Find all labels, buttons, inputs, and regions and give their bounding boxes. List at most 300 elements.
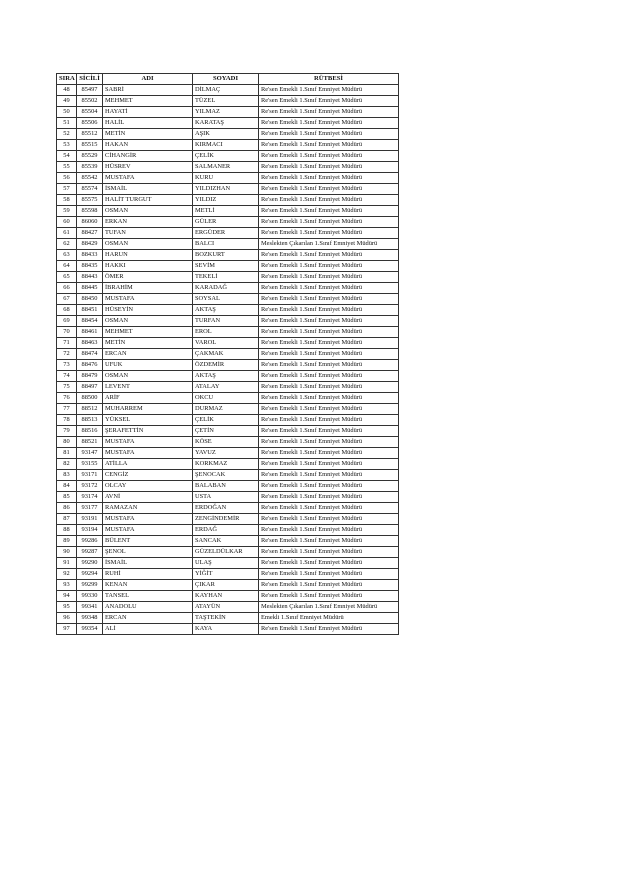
- cell-soyadi: ÇETİN: [193, 426, 259, 437]
- cell-sicil: 93171: [77, 470, 103, 481]
- cell-adi: HÜSEYİN: [103, 305, 193, 316]
- cell-soyadi: KAYA: [193, 624, 259, 635]
- cell-soyadi: SANCAK: [193, 536, 259, 547]
- cell-soyadi: KAYHAN: [193, 591, 259, 602]
- cell-sira: 93: [57, 580, 77, 591]
- table-row: [57, 459, 399, 470]
- cell-soyadi: BALCI: [193, 239, 259, 250]
- cell-rutbe: Re'sen Emekli 1.Sınıf Emniyet Müdürü: [259, 250, 399, 261]
- table-row: [57, 624, 399, 635]
- table-row: [57, 327, 399, 338]
- table-row: [57, 426, 399, 437]
- cell-adi: ATİLLA: [103, 459, 193, 470]
- cell-rutbe: Re'sen Emekli 1.Sınıf Emniyet Müdürü: [259, 426, 399, 437]
- table-row: [57, 272, 399, 283]
- cell-soyadi: SEVİM: [193, 261, 259, 272]
- cell-sira: 75: [57, 382, 77, 393]
- cell-adi: MUSTAFA: [103, 448, 193, 459]
- cell-sicil: 99286: [77, 536, 103, 547]
- cell-sira: 62: [57, 239, 77, 250]
- cell-adi: HÜSREV: [103, 162, 193, 173]
- cell-soyadi: GÜLER: [193, 217, 259, 228]
- cell-sira: 86: [57, 503, 77, 514]
- table-row: [57, 118, 399, 129]
- cell-sira: 97: [57, 624, 77, 635]
- table-row: [57, 349, 399, 360]
- cell-soyadi: TÜZEL: [193, 96, 259, 107]
- cell-rutbe: Re'sen Emekli 1.Sınıf Emniyet Müdürü: [259, 459, 399, 470]
- cell-rutbe: Re'sen Emekli 1.Sınıf Emniyet Müdürü: [259, 349, 399, 360]
- cell-adi: CENGİZ: [103, 470, 193, 481]
- table-row: [57, 96, 399, 107]
- cell-sicil: 93174: [77, 492, 103, 503]
- cell-rutbe: Re'sen Emekli 1.Sınıf Emniyet Müdürü: [259, 591, 399, 602]
- cell-sicil: 93155: [77, 459, 103, 470]
- cell-adi: UFUK: [103, 360, 193, 371]
- header-sira: SIRA: [57, 74, 77, 85]
- cell-rutbe: Re'sen Emekli 1.Sınıf Emniyet Müdürü: [259, 470, 399, 481]
- table-row: [57, 470, 399, 481]
- cell-rutbe: Re'sen Emekli 1.Sınıf Emniyet Müdürü: [259, 162, 399, 173]
- cell-sira: 90: [57, 547, 77, 558]
- cell-adi: METİN: [103, 129, 193, 140]
- cell-rutbe: Re'sen Emekli 1.Sınıf Emniyet Müdürü: [259, 437, 399, 448]
- cell-sira: 65: [57, 272, 77, 283]
- table-row: [57, 371, 399, 382]
- table-row: [57, 393, 399, 404]
- cell-soyadi: KARADAĞ: [193, 283, 259, 294]
- table-row: [57, 503, 399, 514]
- cell-sira: 56: [57, 173, 77, 184]
- cell-adi: TANSEL: [103, 591, 193, 602]
- cell-sicil: 88433: [77, 250, 103, 261]
- cell-soyadi: TAŞTEKİN: [193, 613, 259, 624]
- cell-sicil: 85598: [77, 206, 103, 217]
- cell-rutbe: Re'sen Emekli 1.Sınıf Emniyet Müdürü: [259, 107, 399, 118]
- cell-soyadi: ÖZDEMİR: [193, 360, 259, 371]
- cell-adi: ŞENOL: [103, 547, 193, 558]
- table-row: [57, 228, 399, 239]
- cell-sicil: 88474: [77, 349, 103, 360]
- cell-sira: 79: [57, 426, 77, 437]
- cell-sicil: 88443: [77, 272, 103, 283]
- cell-rutbe: Re'sen Emekli 1.Sınıf Emniyet Müdürü: [259, 151, 399, 162]
- cell-adi: ERCAN: [103, 613, 193, 624]
- cell-sira: 92: [57, 569, 77, 580]
- cell-adi: OSMAN: [103, 371, 193, 382]
- cell-rutbe: Re'sen Emekli 1.Sınıf Emniyet Müdürü: [259, 371, 399, 382]
- cell-sicil: 88513: [77, 415, 103, 426]
- table-header-row: [57, 74, 399, 85]
- cell-sicil: 93191: [77, 514, 103, 525]
- cell-sira: 64: [57, 261, 77, 272]
- table-row: [57, 195, 399, 206]
- cell-sicil: 85504: [77, 107, 103, 118]
- cell-soyadi: ERDAĞ: [193, 525, 259, 536]
- cell-adi: HALİT TURGUT: [103, 195, 193, 206]
- cell-sicil: 88429: [77, 239, 103, 250]
- cell-adi: BÜLENT: [103, 536, 193, 547]
- cell-rutbe: Re'sen Emekli 1.Sınıf Emniyet Müdürü: [259, 261, 399, 272]
- cell-soyadi: GÜZELDÜLKAR: [193, 547, 259, 558]
- cell-rutbe: Re'sen Emekli 1.Sınıf Emniyet Müdürü: [259, 624, 399, 635]
- table-row: [57, 602, 399, 613]
- cell-soyadi: YILDIZHAN: [193, 184, 259, 195]
- cell-sira: 57: [57, 184, 77, 195]
- cell-rutbe: Re'sen Emekli 1.Sınıf Emniyet Müdürü: [259, 305, 399, 316]
- cell-soyadi: SOYSAL: [193, 294, 259, 305]
- cell-adi: HALİL: [103, 118, 193, 129]
- table-row: [57, 239, 399, 250]
- cell-sira: 81: [57, 448, 77, 459]
- cell-adi: METİN: [103, 338, 193, 349]
- cell-soyadi: SALMANER: [193, 162, 259, 173]
- table-row: [57, 481, 399, 492]
- cell-adi: OSMAN: [103, 206, 193, 217]
- cell-sicil: 93177: [77, 503, 103, 514]
- cell-rutbe: Re'sen Emekli 1.Sınıf Emniyet Müdürü: [259, 569, 399, 580]
- cell-adi: LEVENT: [103, 382, 193, 393]
- cell-sicil: 93194: [77, 525, 103, 536]
- cell-sicil: 85575: [77, 195, 103, 206]
- table-row: [57, 184, 399, 195]
- cell-sicil: 99348: [77, 613, 103, 624]
- table-row: [57, 250, 399, 261]
- cell-sicil: 88516: [77, 426, 103, 437]
- table-row: [57, 492, 399, 503]
- cell-adi: OSMAN: [103, 316, 193, 327]
- cell-soyadi: KORKMAZ: [193, 459, 259, 470]
- cell-sicil: 85539: [77, 162, 103, 173]
- cell-sira: 96: [57, 613, 77, 624]
- cell-sira: 71: [57, 338, 77, 349]
- header-rutbesi: RÜTBESİ: [259, 74, 399, 85]
- cell-sira: 67: [57, 294, 77, 305]
- cell-rutbe: Re'sen Emekli 1.Sınıf Emniyet Müdürü: [259, 415, 399, 426]
- cell-sira: 74: [57, 371, 77, 382]
- cell-sira: 48: [57, 85, 77, 96]
- cell-sira: 89: [57, 536, 77, 547]
- cell-sicil: 88479: [77, 371, 103, 382]
- cell-soyadi: YİĞİT: [193, 569, 259, 580]
- cell-adi: AVNİ: [103, 492, 193, 503]
- cell-sicil: 93147: [77, 448, 103, 459]
- cell-soyadi: ÇIKAR: [193, 580, 259, 591]
- cell-adi: ŞERAFETTİN: [103, 426, 193, 437]
- cell-rutbe: Re'sen Emekli 1.Sınıf Emniyet Müdürü: [259, 525, 399, 536]
- cell-soyadi: YILDIZ: [193, 195, 259, 206]
- cell-adi: ALİ: [103, 624, 193, 635]
- cell-rutbe: Re'sen Emekli 1.Sınıf Emniyet Müdürü: [259, 195, 399, 206]
- cell-soyadi: ULAŞ: [193, 558, 259, 569]
- cell-rutbe: Re'sen Emekli 1.Sınıf Emniyet Müdürü: [259, 294, 399, 305]
- cell-adi: OLCAY: [103, 481, 193, 492]
- cell-soyadi: DİLMAÇ: [193, 85, 259, 96]
- cell-rutbe: Re'sen Emekli 1.Sınıf Emniyet Müdürü: [259, 536, 399, 547]
- cell-adi: MEHMET: [103, 327, 193, 338]
- cell-rutbe: Re'sen Emekli 1.Sınıf Emniyet Müdürü: [259, 283, 399, 294]
- personnel-table: [56, 73, 399, 635]
- table-row: [57, 415, 399, 426]
- cell-adi: ARİF: [103, 393, 193, 404]
- cell-rutbe: Re'sen Emekli 1.Sınıf Emniyet Müdürü: [259, 492, 399, 503]
- cell-sicil: 85574: [77, 184, 103, 195]
- table-row: [57, 558, 399, 569]
- cell-sira: 88: [57, 525, 77, 536]
- table-row: [57, 305, 399, 316]
- cell-sira: 91: [57, 558, 77, 569]
- cell-adi: CİHANGİR: [103, 151, 193, 162]
- cell-sira: 60: [57, 217, 77, 228]
- cell-rutbe: Re'sen Emekli 1.Sınıf Emniyet Müdürü: [259, 404, 399, 415]
- table-row: [57, 404, 399, 415]
- cell-soyadi: ŞENOCAK: [193, 470, 259, 481]
- table-row: [57, 217, 399, 228]
- table-row: [57, 613, 399, 624]
- table-row: [57, 151, 399, 162]
- cell-rutbe: Re'sen Emekli 1.Sınıf Emniyet Müdürü: [259, 316, 399, 327]
- table-row: [57, 173, 399, 184]
- cell-sira: 69: [57, 316, 77, 327]
- cell-soyadi: ÇAKMAK: [193, 349, 259, 360]
- table-row: [57, 129, 399, 140]
- cell-soyadi: AŞIK: [193, 129, 259, 140]
- cell-adi: MUHARREM: [103, 404, 193, 415]
- cell-adi: RAMAZAN: [103, 503, 193, 514]
- cell-sira: 95: [57, 602, 77, 613]
- cell-sicil: 88450: [77, 294, 103, 305]
- cell-rutbe: Meslekten Çıkarılan 1.Sınıf Emniyet Müdürü: [259, 239, 399, 250]
- header-adi: ADI: [103, 74, 193, 85]
- cell-sira: 82: [57, 459, 77, 470]
- cell-soyadi: KÖSE: [193, 437, 259, 448]
- cell-soyadi: ÇELİK: [193, 151, 259, 162]
- cell-adi: ANADOLU: [103, 602, 193, 613]
- cell-sira: 49: [57, 96, 77, 107]
- cell-adi: TUFAN: [103, 228, 193, 239]
- cell-soyadi: TURFAN: [193, 316, 259, 327]
- cell-sicil: 85542: [77, 173, 103, 184]
- cell-soyadi: OKCU: [193, 393, 259, 404]
- cell-soyadi: ATAYÜN: [193, 602, 259, 613]
- cell-adi: RUHİ: [103, 569, 193, 580]
- cell-sicil: 88451: [77, 305, 103, 316]
- cell-rutbe: Re'sen Emekli 1.Sınıf Emniyet Müdürü: [259, 558, 399, 569]
- cell-sira: 63: [57, 250, 77, 261]
- cell-adi: MUSTAFA: [103, 173, 193, 184]
- cell-sicil: 99299: [77, 580, 103, 591]
- cell-soyadi: TEKELİ: [193, 272, 259, 283]
- cell-sira: 53: [57, 140, 77, 151]
- table-row: [57, 294, 399, 305]
- cell-sicil: 85515: [77, 140, 103, 151]
- cell-soyadi: AKTAŞ: [193, 305, 259, 316]
- cell-sicil: 99294: [77, 569, 103, 580]
- cell-sicil: 88476: [77, 360, 103, 371]
- cell-sicil: 99290: [77, 558, 103, 569]
- cell-adi: İSMAİL: [103, 184, 193, 195]
- cell-rutbe: Re'sen Emekli 1.Sınıf Emniyet Müdürü: [259, 580, 399, 591]
- cell-rutbe: Re'sen Emekli 1.Sınıf Emniyet Müdürü: [259, 448, 399, 459]
- cell-adi: MUSTAFA: [103, 437, 193, 448]
- cell-soyadi: YAVUZ: [193, 448, 259, 459]
- cell-adi: İBRAHİM: [103, 283, 193, 294]
- cell-soyadi: DURMAZ: [193, 404, 259, 415]
- cell-soyadi: BOZKURT: [193, 250, 259, 261]
- cell-sicil: 88461: [77, 327, 103, 338]
- cell-rutbe: Re'sen Emekli 1.Sınıf Emniyet Müdürü: [259, 327, 399, 338]
- cell-sira: 66: [57, 283, 77, 294]
- cell-sicil: 99330: [77, 591, 103, 602]
- table-row: [57, 140, 399, 151]
- cell-sira: 51: [57, 118, 77, 129]
- table-row: [57, 206, 399, 217]
- cell-sira: 58: [57, 195, 77, 206]
- cell-sicil: 85512: [77, 129, 103, 140]
- table-row: [57, 261, 399, 272]
- cell-sira: 73: [57, 360, 77, 371]
- cell-sicil: 88463: [77, 338, 103, 349]
- cell-sicil: 86060: [77, 217, 103, 228]
- cell-adi: HARUN: [103, 250, 193, 261]
- table-body: [57, 85, 399, 635]
- table-row: [57, 569, 399, 580]
- cell-soyadi: KIRMACI: [193, 140, 259, 151]
- cell-soyadi: USTA: [193, 492, 259, 503]
- cell-soyadi: VAROL: [193, 338, 259, 349]
- cell-adi: MUSTAFA: [103, 294, 193, 305]
- cell-rutbe: Re'sen Emekli 1.Sınıf Emniyet Müdürü: [259, 129, 399, 140]
- cell-soyadi: ATALAY: [193, 382, 259, 393]
- cell-rutbe: Emekli 1.Sınıf Emniyet Müdürü: [259, 613, 399, 624]
- cell-rutbe: Meslekten Çıkarılan 1.Sınıf Emniyet Müdürü: [259, 602, 399, 613]
- cell-sira: 68: [57, 305, 77, 316]
- cell-rutbe: Re'sen Emekli 1.Sınıf Emniyet Müdürü: [259, 503, 399, 514]
- cell-sicil: 88445: [77, 283, 103, 294]
- cell-rutbe: Re'sen Emekli 1.Sınıf Emniyet Müdürü: [259, 140, 399, 151]
- cell-adi: ÖMER: [103, 272, 193, 283]
- cell-soyadi: KURU: [193, 173, 259, 184]
- cell-adi: HAKKI: [103, 261, 193, 272]
- cell-sicil: 88427: [77, 228, 103, 239]
- cell-sicil: 85529: [77, 151, 103, 162]
- cell-sira: 70: [57, 327, 77, 338]
- cell-sira: 84: [57, 481, 77, 492]
- table-row: [57, 85, 399, 96]
- cell-soyadi: EROL: [193, 327, 259, 338]
- cell-adi: HAKAN: [103, 140, 193, 151]
- cell-rutbe: Re'sen Emekli 1.Sınıf Emniyet Müdürü: [259, 382, 399, 393]
- table-row: [57, 382, 399, 393]
- cell-sicil: 88497: [77, 382, 103, 393]
- table-row: [57, 525, 399, 536]
- cell-rutbe: Re'sen Emekli 1.Sınıf Emniyet Müdürü: [259, 514, 399, 525]
- cell-adi: İSMAİL: [103, 558, 193, 569]
- cell-sicil: 88512: [77, 404, 103, 415]
- cell-sira: 76: [57, 393, 77, 404]
- cell-sira: 85: [57, 492, 77, 503]
- table-row: [57, 591, 399, 602]
- table-row: [57, 437, 399, 448]
- cell-rutbe: Re'sen Emekli 1.Sınıf Emniyet Müdürü: [259, 184, 399, 195]
- table-row: [57, 338, 399, 349]
- cell-sira: 61: [57, 228, 77, 239]
- cell-sicil: 93172: [77, 481, 103, 492]
- cell-rutbe: Re'sen Emekli 1.Sınıf Emniyet Müdürü: [259, 228, 399, 239]
- cell-rutbe: Re'sen Emekli 1.Sınıf Emniyet Müdürü: [259, 360, 399, 371]
- cell-sira: 94: [57, 591, 77, 602]
- cell-sira: 80: [57, 437, 77, 448]
- cell-sicil: 88435: [77, 261, 103, 272]
- cell-sicil: 85506: [77, 118, 103, 129]
- table-row: [57, 162, 399, 173]
- cell-rutbe: Re'sen Emekli 1.Sınıf Emniyet Müdürü: [259, 217, 399, 228]
- cell-adi: YÜKSEL: [103, 415, 193, 426]
- cell-soyadi: AKTAŞ: [193, 371, 259, 382]
- cell-rutbe: Re'sen Emekli 1.Sınıf Emniyet Müdürü: [259, 481, 399, 492]
- table-row: [57, 283, 399, 294]
- cell-soyadi: ZENGİNDEMİR: [193, 514, 259, 525]
- cell-rutbe: Re'sen Emekli 1.Sınıf Emniyet Müdürü: [259, 96, 399, 107]
- cell-sira: 77: [57, 404, 77, 415]
- cell-sicil: 88500: [77, 393, 103, 404]
- cell-sira: 87: [57, 514, 77, 525]
- table-row: [57, 580, 399, 591]
- cell-soyadi: ERGÜDER: [193, 228, 259, 239]
- cell-rutbe: Re'sen Emekli 1.Sınıf Emniyet Müdürü: [259, 547, 399, 558]
- header-soyadi: SOYADI: [193, 74, 259, 85]
- cell-sira: 72: [57, 349, 77, 360]
- cell-sira: 55: [57, 162, 77, 173]
- cell-adi: ERCAN: [103, 349, 193, 360]
- table-row: [57, 316, 399, 327]
- cell-rutbe: Re'sen Emekli 1.Sınıf Emniyet Müdürü: [259, 173, 399, 184]
- cell-adi: HAYATİ: [103, 107, 193, 118]
- header-sicili: SİCİLİ: [77, 74, 103, 85]
- cell-sira: 78: [57, 415, 77, 426]
- cell-sicil: 99341: [77, 602, 103, 613]
- cell-rutbe: Re'sen Emekli 1.Sınıf Emniyet Müdürü: [259, 272, 399, 283]
- cell-sicil: 99287: [77, 547, 103, 558]
- table-row: [57, 536, 399, 547]
- cell-sicil: 85497: [77, 85, 103, 96]
- cell-adi: KENAN: [103, 580, 193, 591]
- cell-adi: MEHMET: [103, 96, 193, 107]
- cell-soyadi: ÇELİK: [193, 415, 259, 426]
- cell-soyadi: BALABAN: [193, 481, 259, 492]
- cell-soyadi: YILMAZ: [193, 107, 259, 118]
- cell-sicil: 85502: [77, 96, 103, 107]
- cell-sira: 83: [57, 470, 77, 481]
- cell-sicil: 88454: [77, 316, 103, 327]
- table-row: [57, 448, 399, 459]
- cell-adi: MUSTAFA: [103, 514, 193, 525]
- cell-adi: SABRİ: [103, 85, 193, 96]
- table-row: [57, 360, 399, 371]
- cell-sira: 52: [57, 129, 77, 140]
- cell-sira: 59: [57, 206, 77, 217]
- cell-rutbe: Re'sen Emekli 1.Sınıf Emniyet Müdürü: [259, 85, 399, 96]
- cell-adi: ERKAN: [103, 217, 193, 228]
- cell-rutbe: Re'sen Emekli 1.Sınıf Emniyet Müdürü: [259, 393, 399, 404]
- cell-sira: 54: [57, 151, 77, 162]
- cell-soyadi: ERDOĞAN: [193, 503, 259, 514]
- cell-rutbe: Re'sen Emekli 1.Sınıf Emniyet Müdürü: [259, 338, 399, 349]
- cell-rutbe: Re'sen Emekli 1.Sınıf Emniyet Müdürü: [259, 206, 399, 217]
- cell-soyadi: KARATAŞ: [193, 118, 259, 129]
- cell-adi: OSMAN: [103, 239, 193, 250]
- cell-soyadi: METLİ: [193, 206, 259, 217]
